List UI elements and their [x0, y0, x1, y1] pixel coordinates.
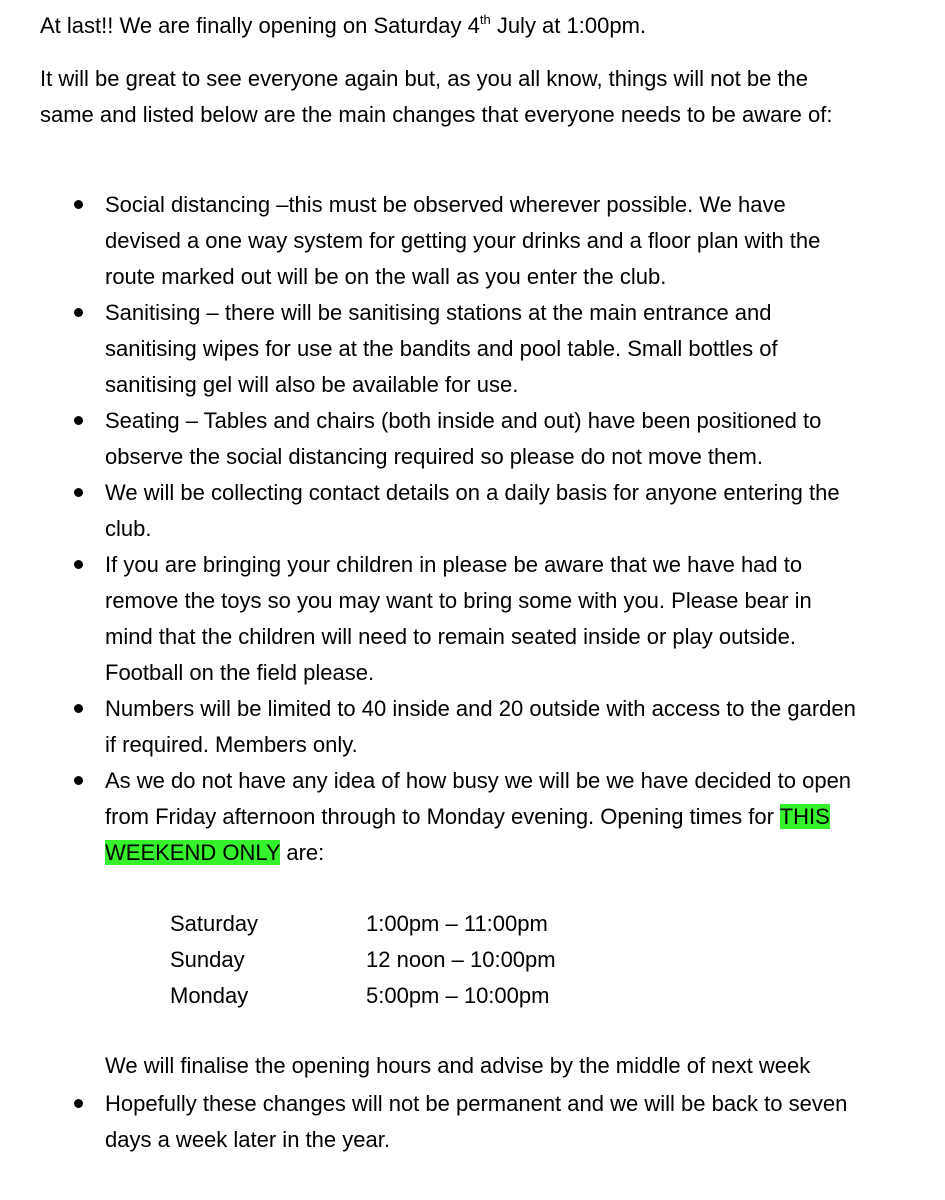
list-item-text: Sanitising – there will be sanitising stations at the main entrance and sanitising wipes for use at the bandits and pool table. Small bottles of sanitising gel will also be available for use. [105, 300, 778, 397]
closing-list [0, 1086, 945, 1158]
bullet-icon [74, 488, 83, 497]
intro-text-before: At last!! We are finally opening on Saturday 4 [40, 13, 480, 38]
list-item-text: We will be collecting contact details on a daily basis for anyone entering the club. [105, 480, 840, 541]
hours-day: Monday [170, 983, 249, 1008]
intro-line [40, 8, 920, 44]
hours-day: Saturday [170, 911, 259, 936]
bullet-icon [74, 416, 83, 425]
finalise-note: We will finalise the opening hours and advise by the middle of next week [105, 1053, 811, 1078]
list-item-seating [0, 403, 865, 475]
bullet-icon [74, 200, 83, 209]
hours-row-sunday [170, 942, 626, 978]
opening-hours-table [170, 906, 626, 1014]
hours-row-monday [170, 978, 626, 1014]
list-item-children [0, 547, 865, 691]
list-item-social-distancing [0, 187, 865, 295]
changes-list [0, 187, 945, 871]
list-item-text: Hopefully these changes will not be permanent and we will be back to seven days a week later in the year. [105, 1091, 848, 1152]
list-item-text: Social distancing –this must be observed wherever possible. We have devised a one way system for getting your drinks and a floor plan with the route marked out will be on the wall as you enter the club. [105, 192, 821, 289]
opening-text-before: As we do not have any idea of how busy we will be we have decided to open from Friday afternoon through to Monday evening. Opening times for [105, 768, 852, 829]
bullet-icon [74, 560, 83, 569]
list-item-text: Numbers will be limited to 40 inside and 20 outside with access to the garden if required. Members only. [105, 696, 856, 757]
hours-time: 1:00pm – 11:00pm [366, 911, 548, 936]
bullet-icon [74, 776, 83, 785]
lead-paragraph: It will be great to see everyone again but, as you all know, things will not be the same and listed below are the main changes that everyone needs to be aware of: [40, 66, 833, 127]
bullet-icon [74, 704, 83, 713]
hours-day: Sunday [170, 947, 245, 972]
bullet-icon [74, 308, 83, 317]
intro-text-after: July at 1:00pm. [490, 13, 647, 38]
list-item-contact-details [0, 475, 865, 547]
hours-time: 12 noon – 10:00pm [366, 947, 556, 972]
list-item-text: If you are bringing your children in please be aware that we have had to remove the toys so you may want to bring some with you. Please bear in mind that the children will need to remain seated inside or play outside. Football on the field please. [105, 552, 812, 685]
hours-row-saturday [170, 906, 626, 942]
list-item-hopefully [0, 1086, 865, 1158]
opening-text-after: are: [280, 840, 325, 865]
list-item-numbers [0, 691, 865, 763]
highlight-this-weekend-only: THIS WEEKEND ONLY [105, 804, 830, 865]
hours-time: 5:00pm – 10:00pm [366, 983, 550, 1008]
bullet-icon [74, 1099, 83, 1108]
list-item-opening-times [0, 763, 865, 871]
date-suffix: th [479, 12, 491, 27]
list-item-sanitising [0, 295, 865, 403]
list-item-text: Seating – Tables and chairs (both inside and out) have been positioned to observe the social distancing required so please do not move them. [105, 408, 822, 469]
